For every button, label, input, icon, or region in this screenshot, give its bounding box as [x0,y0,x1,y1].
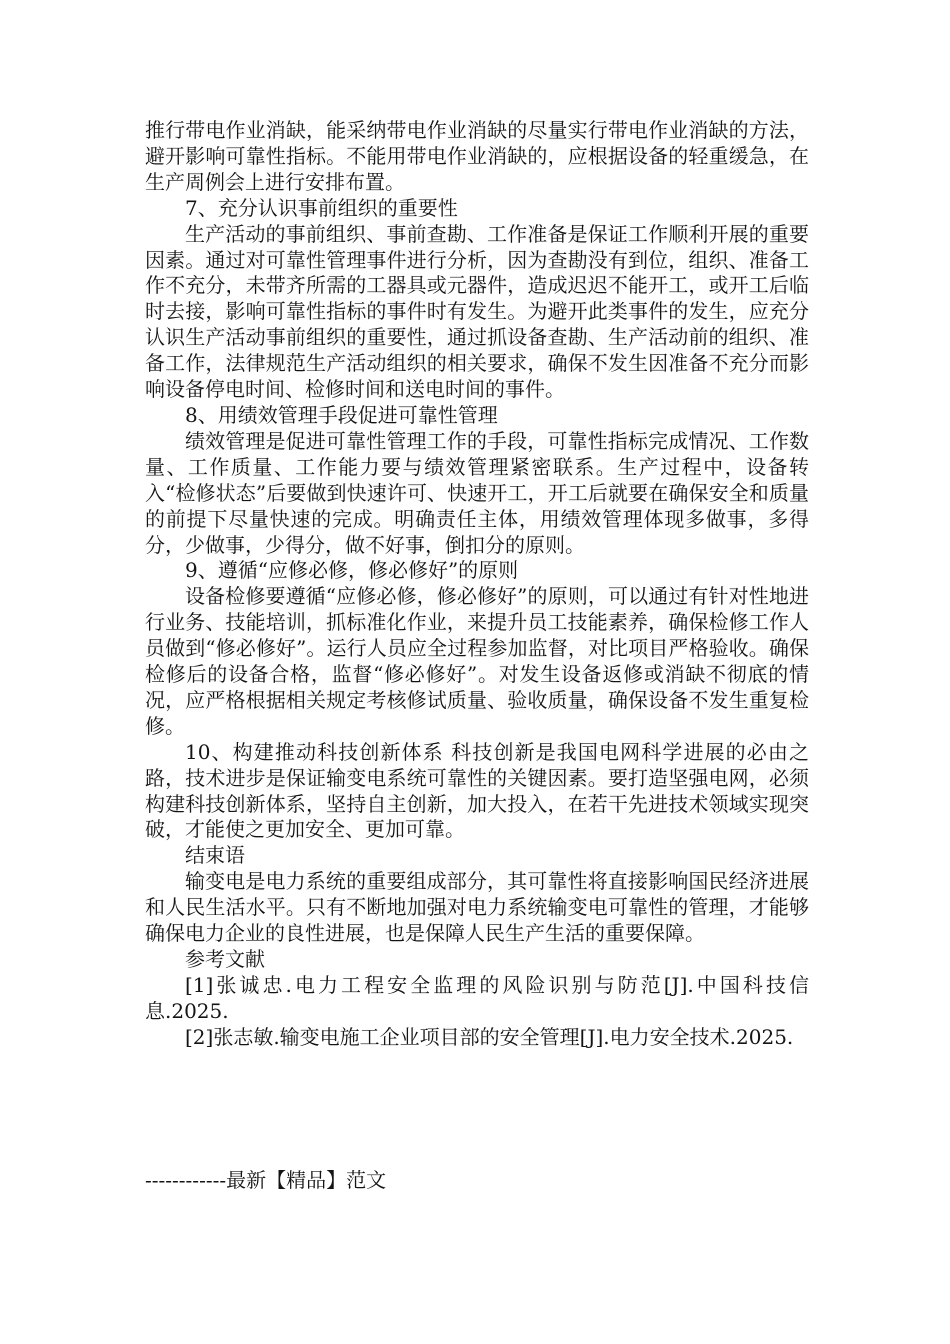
heading-7: 7、充分认识事前组织的重要性 [185,195,458,220]
paragraph-7: 生产活动的事前组织、事前查勘、工作准备是保证工作顺利开展的重要因素。通过对可靠性管理事件进行分析，因为查勘没有到位，组织、准备工作不充分，未带齐所需的工器具或元器件，造成迟迟不能开工，或开工后临时去接，影响可靠性指标的事件时有发生。为避开此类事件的发生，应充分认识生产活动事前组织的重要性，通过抓设备查勘、生产活动前的组织、准备工作，法律规范生产活动组织的相关要求，确保不发生因准备不充分而影响设备停电时间、检修时间和送电时间的事件。 [145,221,809,402]
paragraph-10: 10、构建推动科技创新体系 科技创新是我国电网科学进展的必由之路，技术进步是保证输变电系统可靠性的关键因素。要打造坚强电网，必须构建科技创新体系，坚持自主创新，加大投入，在若干先进技术领域实现突破，才能使之更加安全、更加可靠。 [145,739,809,842]
reference-item-1: [1]张诚忠.电力工程安全监理的风险识别与防范[J].中国科技信息.2025. [145,972,809,1023]
paragraph-conclusion: 输变电是电力系统的重要组成部分，其可靠性将直接影响国民经济进展和人民生活水平。只有不断地加强对电力系统输变电可靠性的管理，才能够确保电力企业的良性进展，也是保障人民生产生活的重要保障。 [145,869,809,946]
heading-8: 8、用绩效管理手段促进可靠性管理 [185,402,498,427]
reference-item-2: [2]张志敏.输变电施工企业项目部的安全管理[J].电力安全技术.2025. [185,1024,794,1049]
heading-references: 参考文献 [185,947,265,971]
paragraph-8: 绩效管理是促进可靠性管理工作的手段，可靠性指标完成情况、工作数量、工作质量、工作能力要与绩效管理紧密联系。生产过程中，设备转入“检修状态”后要做到快速许可、快速开工，开工后就要在确保安全和质量的前提下尽量快速的完成。明确责任主体，用绩效管理体现多做事，多得分，少做事，少得分，做不好事，倒扣分的原则。 [145,428,809,557]
heading-conclusion: 结束语 [185,843,245,868]
paragraph-intro: 推行带电作业消缺，能采纳带电作业消缺的尽量实行带电作业消缺的方法，避开影响可靠性指标。不能用带电作业消缺的，应根据设备的轻重缓急，在生产周例会上进行安排布置。 [145,118,809,194]
heading-9: 9、遵循“应修必修，修必修好”的原则 [185,558,519,583]
document-body [145,118,809,1051]
page-footer: ------------最新【精品】范文 [145,1168,387,1192]
paragraph-9: 设备检修要遵循“应修必修，修必修好”的原则，可以通过有针对性地进行业务、技能培训，抓标准化作业，来提升员工技能素养，确保检修工作人员做到“修必修好”。运行人员应全过程参加监督，对比项目严格验收。确保检修后的设备合格，监督“修必修好”。对发生设备返修或消缺不彻底的情况，应严格根据相关规定考核修试质量、验收质量，确保设备不发生重复检修。 [145,584,809,738]
